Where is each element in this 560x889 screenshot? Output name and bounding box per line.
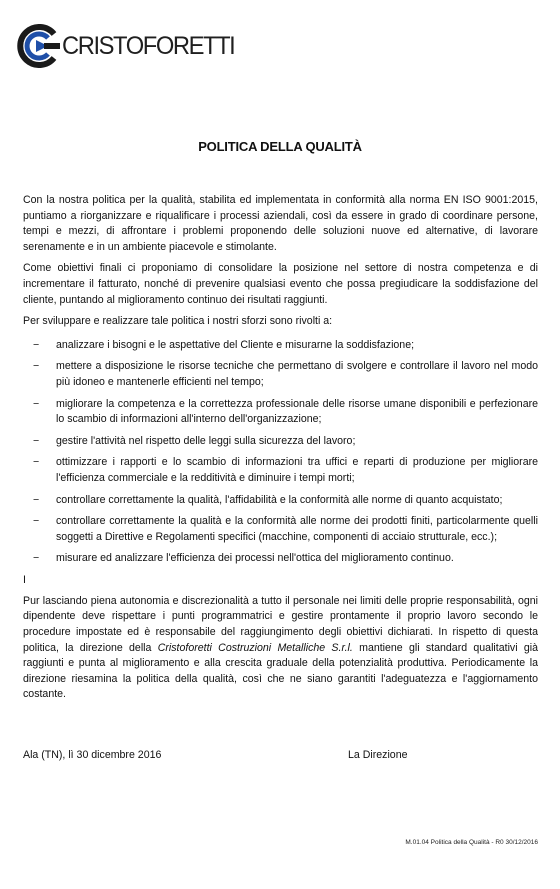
document-footer: M.01.04 Politica della Qualità - R0 30/12/2016: [405, 839, 538, 846]
list-item: − migliorare la competenza e la correttezza professionale delle risorse umane disponibili e perfezionare lo scambio di informazioni all'interno dell'organizzazione;: [33, 397, 538, 426]
list-bullet: −: [33, 338, 40, 351]
list-bullet: −: [33, 552, 40, 565]
paragraph-intro: Con la nostra politica per la qualità, stabilita ed implementata in conformità alla norma EN ISO 9001:2015, puntiamo a riorganizzare e riqualificare i processi aziendali, così da essere in grado di coordinare persone, tempi e mezzi, di affrontare i problemi proponendo delle soluzioni nuove ed alternative, di lavorare serenamente e in un ambiente piacevole e stimolante.: [23, 194, 538, 253]
logo-mark-icon: [14, 24, 60, 68]
list-item: − gestire l'attività nel rispetto delle leggi sulla sicurezza del lavoro;: [23, 434, 538, 450]
place-date: Ala (TN), lì 30 dicembre 2016: [23, 749, 162, 761]
list-bullet: −: [33, 434, 40, 447]
list-item: − controllare correttamente la qualità e la conformità alle norme dei prodotti finiti, particolarmente quelli soggetti a Direttive e Regolamenti specifici (macchine, componenti di acciaio strutturale, ecc.);: [33, 515, 538, 543]
list-bullet: −: [33, 515, 40, 528]
objectives-list: [23, 338, 538, 567]
signature-label: La Direzione: [348, 749, 408, 761]
list-item: − controllare correttamente la qualità, l'affidabilità e la conformità alle norme di quanto acquistato;: [23, 493, 538, 509]
paragraph-responsibility: Pur lasciando piena autonomia e discrezionalità a tutto il personale nei limiti delle proprie responsabilità, ogni dipendente deve rispettare i punti programmatrici e gestire prontamente il proprio lavoro secondo le procedure impostate ed è responsabile del raggiungimento degli obiettivi dichiarati. In rispetto di questa politica, la direzione della Cristoforetti Costruzioni Metalliche S.r.l. mantiene gli standard qualitativi già raggiunti e punta al miglioramento e alla crescita graduale della potenzialità produttiva. Periodicamente la direzione riesamina la politica della qualità, così che ne siano garantiti l'adeguatezza e l'aggiornamento costante.: [23, 594, 538, 701]
list-item: − misurare ed analizzare l'efficienza dei processi nell'ottica del miglioramento continuo.: [23, 551, 538, 567]
paragraph-list-intro: Per sviluppare e realizzare tale politica i nostri sforzi sono rivolti a:: [23, 315, 333, 328]
list-bullet: −: [33, 360, 40, 373]
paragraph-objectives: Come obiettivi finali ci proponiamo di consolidare la posizione nel settore di nostra competenza e di incrementare il fatturato, nonché di prevenire qualsiasi evento che possa pregiudicare la soddisfazione del cliente, puntando al miglioramento continuo dei risultati raggiunti.: [23, 262, 538, 306]
list-item: − ottimizzare i rapporti e lo scambio di informazioni tra uffici e reparti di produzione per migliorare l'efficienza commerciale e la redditività e diminuire i tempi morti;: [33, 456, 538, 484]
stray-mark: I: [23, 573, 26, 586]
document-body: [23, 193, 538, 709]
company-name: Cristoforetti Costruzioni Metalliche S.r.l.: [157, 641, 353, 654]
list-item: − analizzare i bisogni e le aspettative del Cliente e misurarne la soddisfazione;: [23, 338, 538, 354]
brand-name: CRISTOFORETTI: [62, 31, 235, 60]
company-logo: [14, 24, 243, 68]
document-title: POLITICA DELLA QUALITÀ: [198, 139, 362, 154]
list-bullet: −: [33, 397, 40, 410]
list-bullet: −: [33, 493, 40, 506]
list-bullet: −: [33, 456, 40, 469]
list-item: − mettere a disposizione le risorse tecniche che permettano di svolgere e controllare il lavoro nel modo più idoneo e mantenerle efficienti nel tempo;: [33, 360, 538, 388]
